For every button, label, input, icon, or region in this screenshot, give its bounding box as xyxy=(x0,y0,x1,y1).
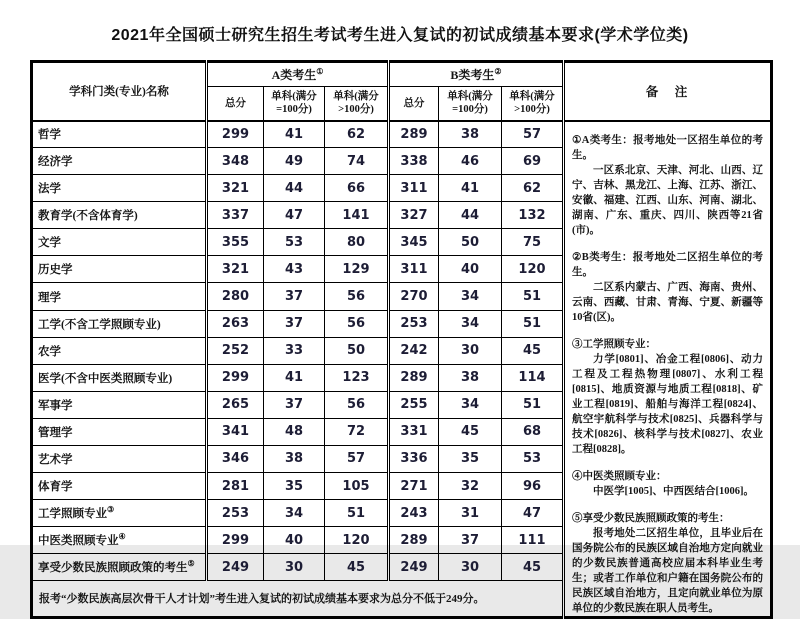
score-cell-a-single-gt100: 141 xyxy=(325,202,389,229)
score-cell-a-single-gt100: 72 xyxy=(325,418,389,445)
score-cell-b-single-eq100: 32 xyxy=(439,473,502,500)
score-cell-b-single-eq100: 34 xyxy=(439,310,502,337)
subject-footnote-mark: ⑤ xyxy=(187,559,195,569)
header-remarks: 备 注 xyxy=(564,62,772,121)
score-cell-a-total: 253 xyxy=(207,500,264,527)
score-cell-a-single-gt100: 120 xyxy=(325,527,389,554)
score-cell-a-total: 341 xyxy=(207,418,264,445)
score-cell-b-total: 271 xyxy=(389,473,439,500)
score-cell-a-single-eq100: 41 xyxy=(264,364,325,391)
subject-cell xyxy=(32,256,207,283)
score-cell-b-single-gt100: 51 xyxy=(502,310,564,337)
subject-label: 文学 xyxy=(38,237,61,250)
score-cell-b-total: 311 xyxy=(389,256,439,283)
score-cell-a-single-gt100: 66 xyxy=(325,175,389,202)
score-cell-b-total: 289 xyxy=(389,121,439,148)
score-cell-b-total: 249 xyxy=(389,554,439,581)
remark-b-candidates: ②B类考生：报考地处二区招生单位的考生。 xyxy=(572,251,763,278)
score-cell-b-total: 255 xyxy=(389,391,439,418)
subject-label: 理学 xyxy=(38,291,61,304)
score-cell-b-total: 338 xyxy=(389,148,439,175)
subject-footnote-mark: ③ xyxy=(107,505,115,515)
score-cell-a-total: 346 xyxy=(207,445,264,472)
score-cell-b-single-eq100: 38 xyxy=(439,364,502,391)
score-cell-b-single-eq100: 31 xyxy=(439,500,502,527)
score-cell-a-single-gt100: 45 xyxy=(325,554,389,581)
subject-label: 历史学 xyxy=(38,264,73,277)
score-cell-a-single-eq100: 35 xyxy=(264,473,325,500)
score-cell-b-single-gt100: 57 xyxy=(502,121,564,148)
score-cell-a-single-gt100: 62 xyxy=(325,121,389,148)
score-cell-a-total: 299 xyxy=(207,121,264,148)
score-cell-b-total: 331 xyxy=(389,418,439,445)
score-cell-a-single-eq100: 34 xyxy=(264,500,325,527)
score-cell-a-total: 337 xyxy=(207,202,264,229)
subject-cell xyxy=(32,175,207,202)
score-cell-a-single-gt100: 56 xyxy=(325,283,389,310)
score-cell-b-single-eq100: 34 xyxy=(439,391,502,418)
header-subject: 学科门类(专业)名称 xyxy=(32,62,207,121)
subject-label: 享受少数民族照顾政策的考生 xyxy=(38,562,188,575)
group-b-label: B类考生 xyxy=(450,68,495,82)
subject-label: 工学(不含工学照顾专业) xyxy=(38,318,161,331)
subject-label: 教育学(不含体育学) xyxy=(38,210,138,223)
score-cell-b-total: 253 xyxy=(389,310,439,337)
subject-cell xyxy=(32,202,207,229)
remark-minority-policy-detail: 报考地处二区招生单位，且毕业后在国务院公布的民族区域自治地方定向就业的少数民族普通高校应届本科毕业生考生；或者工作单位和户籍在国务院公布的民族区域自治地方，且定向就业单位为原单位的少数民族在职人员考生。 xyxy=(572,527,763,614)
remark-tcm-care-title: ④中医类照顾专业： xyxy=(572,470,667,482)
score-cell-b-single-eq100: 40 xyxy=(439,256,502,283)
header-row-groups xyxy=(32,62,772,87)
subject-cell xyxy=(32,310,207,337)
header-b-single-eq100: 单科(满分 =100分) xyxy=(439,87,502,121)
score-cell-a-single-gt100: 123 xyxy=(325,364,389,391)
header-a-single-eq100: 单科(满分 =100分) xyxy=(264,87,325,121)
subject-label: 艺术学 xyxy=(38,453,73,466)
subject-cell xyxy=(32,229,207,256)
score-cell-b-single-eq100: 30 xyxy=(439,554,502,581)
score-cell-a-single-gt100: 56 xyxy=(325,391,389,418)
subject-label: 医学(不含中医类照顾专业) xyxy=(38,372,173,385)
subject-label: 军事学 xyxy=(38,399,73,412)
score-cell-b-single-gt100: 53 xyxy=(502,445,564,472)
header-group-a xyxy=(207,62,389,87)
score-cell-b-single-gt100: 45 xyxy=(502,554,564,581)
score-cell-b-single-eq100: 46 xyxy=(439,148,502,175)
score-cell-a-total: 281 xyxy=(207,473,264,500)
subject-label: 法学 xyxy=(38,183,61,196)
score-cell-a-single-eq100: 44 xyxy=(264,175,325,202)
score-cell-b-single-gt100: 47 xyxy=(502,500,564,527)
score-cell-a-single-eq100: 48 xyxy=(264,418,325,445)
subject-cell xyxy=(32,391,207,418)
footer-note: 报考“少数民族高层次骨干人才计划”考生进入复试的初试成绩基本要求为总分不低于249分。 xyxy=(32,581,564,617)
score-cell-b-single-eq100: 44 xyxy=(439,202,502,229)
score-cell-b-single-gt100: 96 xyxy=(502,473,564,500)
score-cell-a-total: 355 xyxy=(207,229,264,256)
score-cell-a-single-eq100: 38 xyxy=(264,445,325,472)
header-b-single-gt100: 单科(满分 >100分) xyxy=(502,87,564,121)
remark-engineering-care-title: ③工学照顾专业： xyxy=(572,338,656,350)
score-cell-b-single-eq100: 37 xyxy=(439,527,502,554)
score-cell-b-single-gt100: 120 xyxy=(502,256,564,283)
table-body xyxy=(32,121,772,618)
score-cell-a-total: 249 xyxy=(207,554,264,581)
score-cell-a-total: 348 xyxy=(207,148,264,175)
score-cell-b-single-gt100: 132 xyxy=(502,202,564,229)
header-a-single-gt100: 单科(满分 >100分) xyxy=(325,87,389,121)
score-cell-a-single-gt100: 105 xyxy=(325,473,389,500)
header-a-total: 总分 xyxy=(207,87,264,121)
score-cell-a-single-gt100: 50 xyxy=(325,337,389,364)
score-cell-b-single-gt100: 51 xyxy=(502,391,564,418)
header-group-b xyxy=(389,62,564,87)
subject-footnote-mark: ④ xyxy=(118,532,126,542)
score-cell-a-single-gt100: 56 xyxy=(325,310,389,337)
score-cell-a-single-eq100: 33 xyxy=(264,337,325,364)
score-cell-a-single-eq100: 37 xyxy=(264,310,325,337)
subject-cell xyxy=(32,283,207,310)
subject-cell xyxy=(32,148,207,175)
score-cell-b-total: 311 xyxy=(389,175,439,202)
score-cell-a-single-eq100: 47 xyxy=(264,202,325,229)
score-cell-b-total: 289 xyxy=(389,527,439,554)
score-cell-a-total: 252 xyxy=(207,337,264,364)
score-cell-b-single-gt100: 111 xyxy=(502,527,564,554)
table-row xyxy=(32,121,772,148)
footnote-mark-2: ② xyxy=(494,67,502,76)
subject-label: 经济学 xyxy=(38,156,73,169)
subject-cell xyxy=(32,418,207,445)
subject-cell xyxy=(32,364,207,391)
score-cell-b-total: 289 xyxy=(389,364,439,391)
score-cell-a-single-eq100: 53 xyxy=(264,229,325,256)
score-cell-b-single-eq100: 45 xyxy=(439,418,502,445)
score-cell-a-single-gt100: 57 xyxy=(325,445,389,472)
score-table xyxy=(30,60,773,619)
score-cell-b-total: 345 xyxy=(389,229,439,256)
score-cell-b-single-eq100: 50 xyxy=(439,229,502,256)
subject-cell xyxy=(32,527,207,554)
score-cell-a-single-eq100: 40 xyxy=(264,527,325,554)
score-cell-a-single-eq100: 41 xyxy=(264,121,325,148)
subject-label: 农学 xyxy=(38,345,61,358)
score-cell-b-single-gt100: 51 xyxy=(502,283,564,310)
subject-label: 工学照顾专业 xyxy=(38,508,107,521)
score-cell-a-single-gt100: 51 xyxy=(325,500,389,527)
subject-label: 管理学 xyxy=(38,426,73,439)
score-cell-b-single-gt100: 114 xyxy=(502,364,564,391)
remark-minority-policy-title: ⑤享受少数民族照顾政策的考生： xyxy=(572,512,730,524)
score-cell-b-total: 327 xyxy=(389,202,439,229)
document-title: 2021年全国硕士研究生招生考试考生进入复试的初试成绩基本要求(学术学位类) xyxy=(111,27,689,44)
score-cell-a-single-eq100: 30 xyxy=(264,554,325,581)
score-cell-b-single-eq100: 30 xyxy=(439,337,502,364)
score-cell-a-single-gt100: 129 xyxy=(325,256,389,283)
subject-cell xyxy=(32,554,207,581)
score-cell-a-total: 280 xyxy=(207,283,264,310)
score-cell-a-total: 321 xyxy=(207,256,264,283)
subject-cell xyxy=(32,473,207,500)
group-a-label: A类考生 xyxy=(271,68,317,82)
subject-label: 体育学 xyxy=(38,481,73,494)
score-cell-a-single-eq100: 37 xyxy=(264,391,325,418)
score-cell-b-single-gt100: 68 xyxy=(502,418,564,445)
subject-cell xyxy=(32,445,207,472)
score-cell-a-total: 265 xyxy=(207,391,264,418)
subject-label: 哲学 xyxy=(38,129,61,142)
score-cell-b-total: 243 xyxy=(389,500,439,527)
subject-label: 中医类照顾专业 xyxy=(38,535,119,548)
footnote-mark-1: ① xyxy=(316,67,324,76)
score-cell-b-single-gt100: 45 xyxy=(502,337,564,364)
score-cell-b-single-gt100: 62 xyxy=(502,175,564,202)
score-cell-b-single-eq100: 34 xyxy=(439,283,502,310)
score-cell-b-total: 242 xyxy=(389,337,439,364)
subject-cell xyxy=(32,121,207,148)
score-cell-b-total: 336 xyxy=(389,445,439,472)
score-cell-a-single-gt100: 74 xyxy=(325,148,389,175)
subject-cell xyxy=(32,500,207,527)
score-cell-a-total: 263 xyxy=(207,310,264,337)
subject-cell xyxy=(32,337,207,364)
score-cell-a-single-eq100: 43 xyxy=(264,256,325,283)
score-cell-a-single-eq100: 37 xyxy=(264,283,325,310)
score-cell-a-total: 299 xyxy=(207,527,264,554)
remarks-cell xyxy=(564,121,772,618)
score-cell-b-single-eq100: 41 xyxy=(439,175,502,202)
score-cell-b-total: 270 xyxy=(389,283,439,310)
remark-zone1-provinces: 一区系北京、天津、河北、山西、辽宁、吉林、黑龙江、上海、江苏、浙江、安徽、福建、江西、山东、河南、湖北、湖南、广东、重庆、四川、陕西等21省(市)。 xyxy=(572,164,763,236)
score-cell-a-single-gt100: 80 xyxy=(325,229,389,256)
score-cell-a-single-eq100: 49 xyxy=(264,148,325,175)
score-cell-b-single-gt100: 69 xyxy=(502,148,564,175)
header-b-total: 总分 xyxy=(389,87,439,121)
score-cell-a-total: 299 xyxy=(207,364,264,391)
remark-a-candidates: ①A类考生：报考地处一区招生单位的考生。 xyxy=(572,134,763,161)
remark-tcm-care-majors: 中医学[1005]、中西医结合[1006]。 xyxy=(593,485,754,497)
remark-engineering-care-majors: 力学[0801]、冶金工程[0806]、动力工程及工程热物理[0807]、水利工程[0815]、地质资源与地质工程[0818]、矿业工程[0819]、船舶与海洋工程[0824]、航空宇航科学与技术[0825]、兵器科学与技术[0826]、核科学与技术[0827]、农业工程[0828]。 xyxy=(572,353,763,455)
score-cell-b-single-gt100: 75 xyxy=(502,229,564,256)
score-cell-b-single-eq100: 38 xyxy=(439,121,502,148)
score-cell-a-total: 321 xyxy=(207,175,264,202)
table-header xyxy=(32,62,772,121)
score-cell-b-single-eq100: 35 xyxy=(439,445,502,472)
remark-zone2-provinces: 二区系内蒙古、广西、海南、贵州、云南、西藏、甘肃、青海、宁夏、新疆等10省(区)。 xyxy=(572,281,763,323)
